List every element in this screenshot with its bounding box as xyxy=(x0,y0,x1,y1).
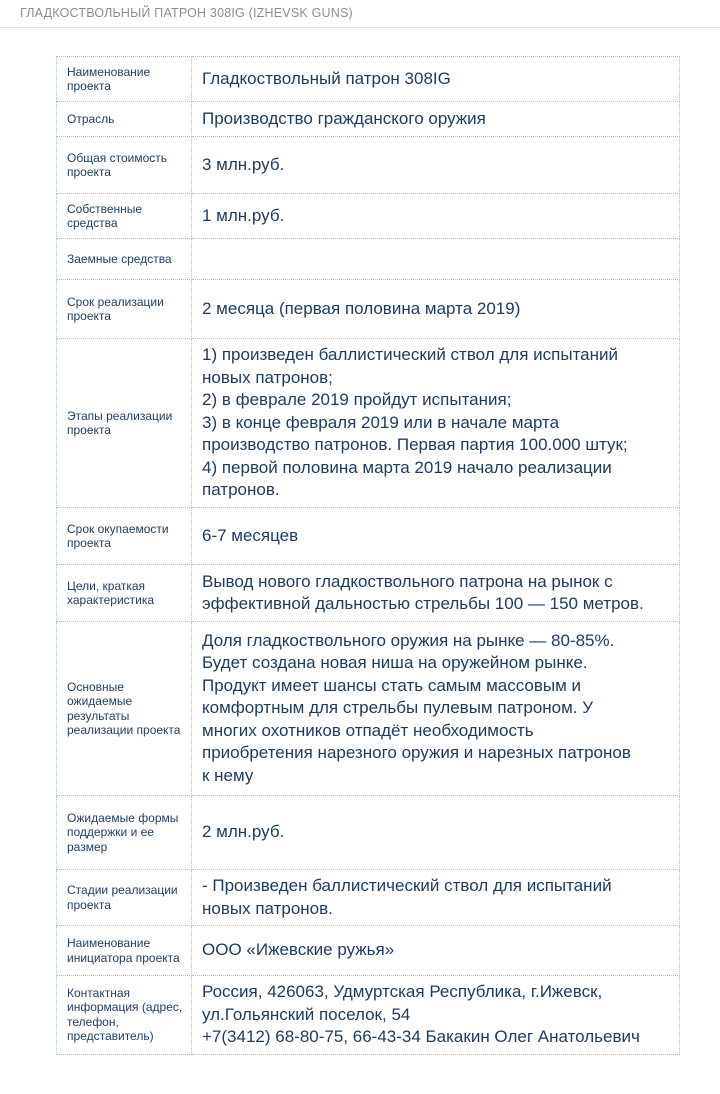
row-value xyxy=(192,796,680,870)
row-value-line: Россия, 426063, Удмуртская Республика, г.Ижевск, xyxy=(202,982,603,1001)
row-label: Собственные средства xyxy=(57,194,192,239)
row-value xyxy=(192,137,680,194)
table-row xyxy=(57,239,680,280)
row-value-line: Производство гражданского оружия xyxy=(202,108,486,128)
row-value-line: 3) в конце февраля 2019 или в начале марта xyxy=(202,412,560,432)
row-value-line: 2) в феврале 2019 пройдут испытания; xyxy=(202,390,512,410)
table-row xyxy=(57,870,680,926)
row-value xyxy=(192,976,680,1055)
row-value-line: новых патронов. xyxy=(202,898,333,918)
row-value-line: патронов. xyxy=(202,480,280,500)
row-value-line: многих охотников отпадёт необходимость xyxy=(202,720,534,740)
row-value xyxy=(192,926,680,976)
row-value-line: 4) первой половина марта 2019 начало реализации xyxy=(202,457,612,477)
row-label: Этапы реализации проекта xyxy=(57,339,192,508)
row-value xyxy=(192,57,680,102)
row-value-line: к нему xyxy=(202,765,254,785)
table-row xyxy=(57,926,680,976)
row-label: Основные ожидаемые результаты реализации проекта xyxy=(57,622,192,796)
row-value xyxy=(192,280,680,339)
row-value-line: ул.Гольянский поселок, 54 xyxy=(202,1004,411,1024)
table-row xyxy=(57,137,680,194)
row-label: Отрасль xyxy=(57,102,192,137)
table-row xyxy=(57,280,680,339)
table-row xyxy=(57,508,680,565)
row-label: Цели, краткая характеристика xyxy=(57,565,192,622)
row-value xyxy=(192,622,680,796)
row-value-line: 6-7 месяцев xyxy=(202,525,299,545)
table-row xyxy=(57,194,680,239)
row-value-line: приобретения нарезного оружия и нарезных патронов xyxy=(202,743,631,763)
row-label: Срок окупаемости проекта xyxy=(57,508,192,565)
row-label: Наименование проекта xyxy=(57,57,192,102)
row-value-line: эффективной дальностью стрельбы 100 — 150 метров. xyxy=(202,594,644,613)
table-row xyxy=(57,622,680,796)
page-heading: ГЛАДКОСТВОЛЬНЫЙ ПАТРОН 308IG (IZHEVSK GUNS) xyxy=(20,6,353,20)
table-row xyxy=(57,102,680,137)
row-label: Стадии реализации проекта xyxy=(57,870,192,926)
table-row xyxy=(57,796,680,870)
row-value-line: Продукт имеет шансы стать самым массовым и xyxy=(202,675,582,695)
row-value xyxy=(192,870,680,926)
project-info-table xyxy=(56,56,680,1055)
table-body xyxy=(57,57,680,1055)
row-value-line: 1) произведен баллистический ствол для испытаний xyxy=(202,345,619,365)
row-value xyxy=(192,508,680,565)
row-value-line: новых патронов; xyxy=(202,367,333,387)
row-value-line: +7(3412) 68-80-75, 66-43-34 Бакакин Олег Анатольевич xyxy=(202,1027,640,1046)
row-value-line: 2 млн.руб. xyxy=(202,822,285,842)
table-row xyxy=(57,57,680,102)
table-row xyxy=(57,339,680,508)
row-value-line: 2 месяца (первая половина марта 2019) xyxy=(202,298,521,318)
row-value-line: Гладкоствольный патрон 308IG xyxy=(202,68,451,88)
row-value-line: 1 млн.руб. xyxy=(202,205,285,225)
row-value-line: - Произведен баллистический ствол для испытаний xyxy=(202,876,612,895)
row-label: Ожидаемые формы поддержки и ее размер xyxy=(57,796,192,870)
row-value xyxy=(192,194,680,239)
row-label: Контактная информация (адрес, телефон, представитель) xyxy=(57,976,192,1055)
row-value xyxy=(192,102,680,137)
row-value-line: Доля гладкоствольного оружия на рынке — 80-85%. xyxy=(202,630,615,650)
row-value-line: Вывод нового гладкоствольного патрона на рынок с xyxy=(202,571,613,591)
row-value xyxy=(192,239,680,280)
row-value xyxy=(192,339,680,508)
table-row xyxy=(57,565,680,622)
row-label: Заемные средства xyxy=(57,239,192,280)
row-label: Срок реализации проекта xyxy=(57,280,192,339)
row-label: Общая стоимость проекта xyxy=(57,137,192,194)
row-value-line: ООО «Ижевские ружья» xyxy=(202,940,395,960)
table-row xyxy=(57,976,680,1055)
row-value-line: комфортным для стрельбы пулевым патроном. У xyxy=(202,698,594,718)
row-value xyxy=(192,565,680,622)
row-value-line: Будет создана новая ниша на оружейном рынке. xyxy=(202,653,588,673)
row-value-line: производство патронов. Первая партия 100.000 штук; xyxy=(202,435,628,455)
row-label: Наименование инициатора проекта xyxy=(57,926,192,976)
heading-divider xyxy=(0,27,720,28)
row-value-line: 3 млн.руб. xyxy=(202,154,285,174)
